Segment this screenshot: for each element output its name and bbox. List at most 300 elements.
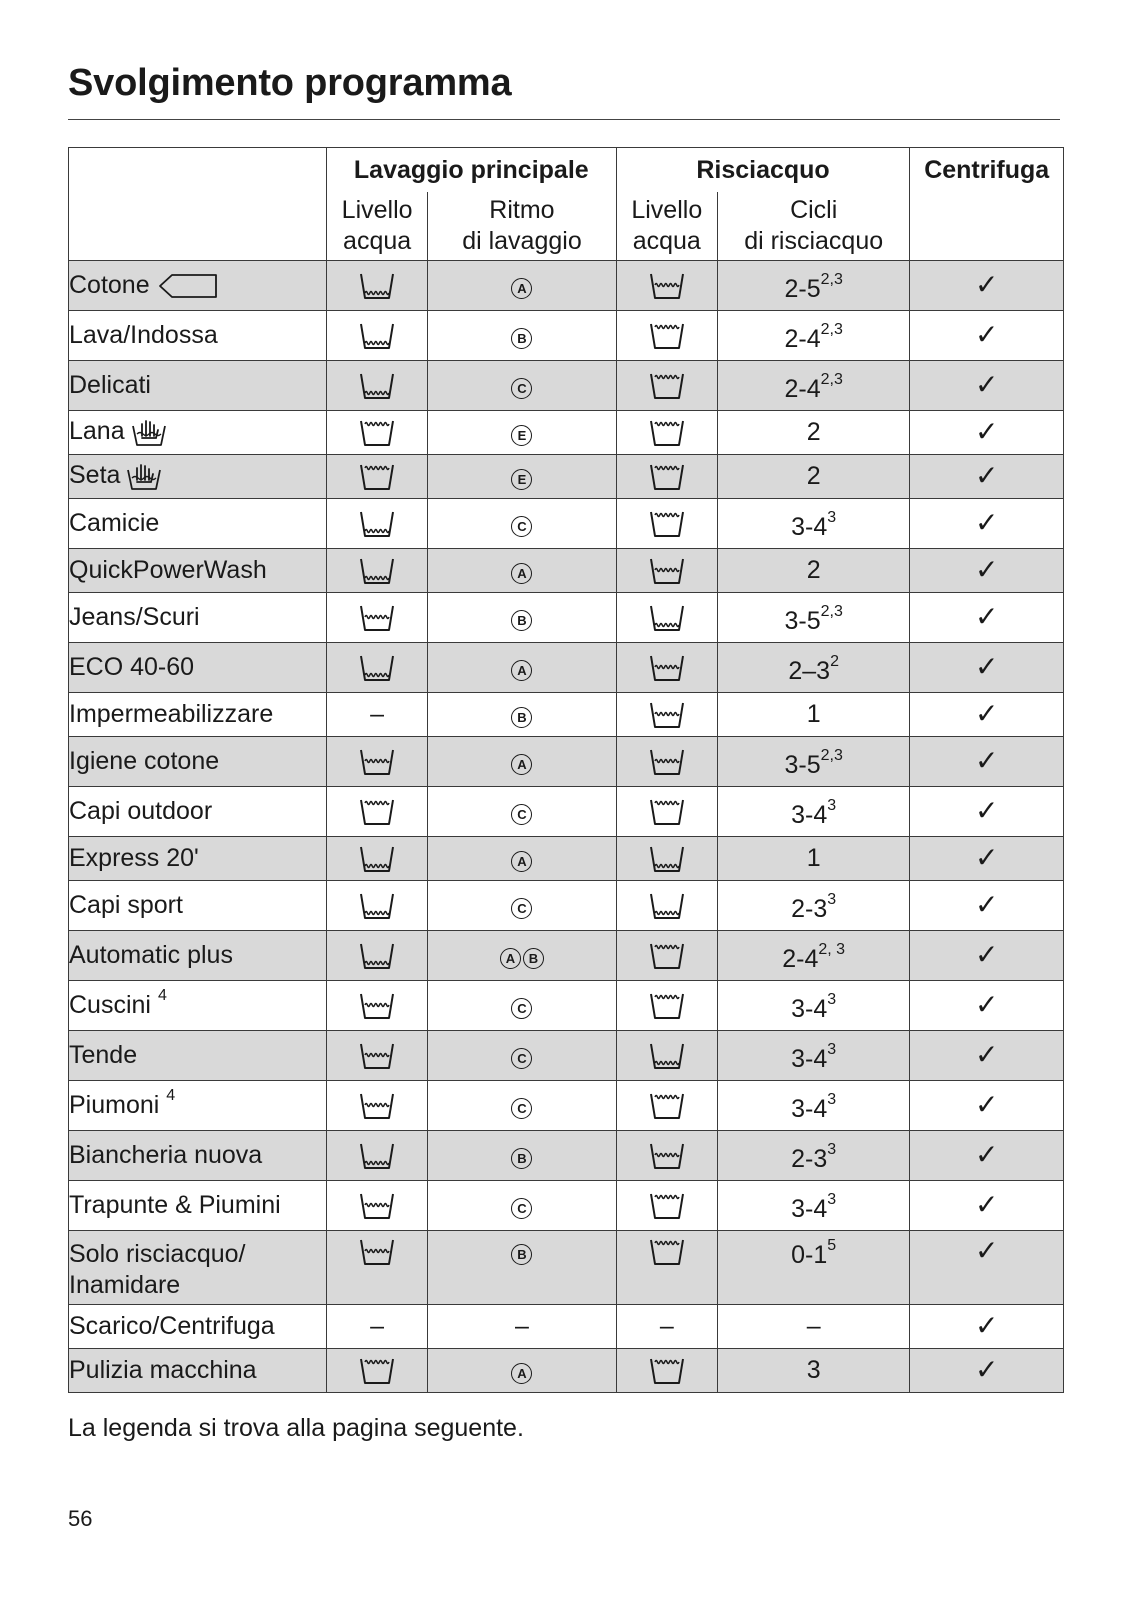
rinse-cycles: 2 — [806, 418, 821, 446]
rhythm-c-icon: C — [511, 1098, 532, 1119]
handwash-icon — [120, 461, 162, 489]
program-cell — [69, 981, 327, 1031]
cycles-cell — [717, 1349, 909, 1393]
rhythm-cell — [428, 693, 616, 737]
rinse-level-cell — [616, 549, 717, 593]
program-name: Camicie — [69, 509, 160, 537]
rhythm-cell — [428, 1305, 616, 1349]
rhythm-b-icon: B — [511, 610, 532, 631]
program-cell — [69, 1081, 327, 1131]
table-row — [69, 361, 1064, 411]
water-level-mid-icon — [359, 1090, 395, 1118]
water-level-mid-icon — [649, 555, 685, 583]
program-cell — [69, 1305, 327, 1349]
handwash-icon — [125, 417, 167, 445]
rinse-level-cell — [616, 837, 717, 881]
rhythm-c-icon: C — [511, 804, 532, 825]
rinse-level-cell — [616, 1181, 717, 1231]
program-name: Trapunte & Piumini — [69, 1191, 281, 1219]
water-level-mid-icon — [649, 1140, 685, 1168]
cotton-symbol-icon — [150, 271, 218, 299]
rinse-level-cell — [616, 737, 717, 787]
rinse-level-cell — [616, 1349, 717, 1393]
rhythm-cell — [428, 737, 616, 787]
cycles-footnote: 2,3 — [820, 320, 843, 338]
cycles-cell — [717, 1181, 909, 1231]
water-level-mid-icon — [359, 1190, 395, 1218]
checkmark-icon: ✓ — [974, 1188, 999, 1220]
rinse-cycles: – — [806, 1312, 821, 1340]
program-name: Igiene cotone — [69, 747, 220, 775]
rhythm-c-icon: C — [511, 378, 532, 399]
checkmark-icon: ✓ — [974, 415, 999, 447]
table-row — [69, 261, 1064, 311]
spin-cell — [910, 931, 1064, 981]
rinse-cycles: $3-4^3$ — [791, 508, 837, 541]
rhythm-e-icon: E — [511, 425, 532, 446]
program-name: Piumoni — [69, 1091, 160, 1119]
program-cell — [69, 1181, 327, 1231]
cycles-cell — [717, 931, 909, 981]
checkmark-icon: ✓ — [974, 1309, 999, 1341]
water-level-mid-icon — [359, 1237, 395, 1265]
table-row — [69, 787, 1064, 837]
rhythm-cell — [428, 311, 616, 361]
water-level-mid-icon — [649, 270, 685, 298]
rinse-level-cell — [616, 261, 717, 311]
rinse-cycles: $2-3^3$ — [791, 890, 837, 923]
rhythm-b-icon: B — [511, 328, 532, 349]
rinse-level-cell — [616, 499, 717, 549]
rinse-level-cell — [616, 931, 717, 981]
cycles-footnote: 3 — [827, 1090, 837, 1108]
rinse-cycles: $3-4^3$ — [791, 1040, 837, 1073]
rinse-level-cell — [616, 1231, 717, 1305]
water-level-low-icon — [359, 890, 395, 918]
rinse-level-cell — [616, 981, 717, 1031]
water-level-mid-icon — [359, 746, 395, 774]
rinse-cycles: $2-3^3$ — [791, 1140, 837, 1173]
spin-cell — [910, 693, 1064, 737]
table-row — [69, 1305, 1064, 1349]
checkmark-icon: ✓ — [974, 988, 999, 1020]
cycles-cell — [717, 693, 909, 737]
program-name: Express 20' — [69, 844, 199, 872]
water-level-high-icon — [649, 417, 685, 445]
cycles-cell — [717, 455, 909, 499]
spin-cell — [910, 981, 1064, 1031]
checkmark-icon: ✓ — [974, 506, 999, 538]
wash-level-cell — [326, 787, 427, 837]
water-level-low-icon — [649, 602, 685, 630]
table-row — [69, 593, 1064, 643]
subheader-rinse-cycles: Cicli di risciacquo — [717, 192, 909, 261]
rhythm-cell — [428, 261, 616, 311]
spin-cell — [910, 1181, 1064, 1231]
spin-cell — [910, 737, 1064, 787]
table-row — [69, 1231, 1064, 1305]
program-name: Capi sport — [69, 891, 183, 919]
checkmark-icon: ✓ — [974, 744, 999, 776]
program-name: Pulizia macchina — [69, 1356, 257, 1384]
checkmark-icon: ✓ — [974, 888, 999, 920]
program-cell — [69, 455, 327, 499]
dash: – — [515, 1312, 529, 1340]
rinse-cycles: $3-4^3$ — [791, 796, 837, 829]
program-cell — [69, 1231, 327, 1305]
rhythm-c-icon: C — [511, 516, 532, 537]
rhythm-cell — [428, 981, 616, 1031]
spin-cell — [910, 1081, 1064, 1131]
program-cell — [69, 787, 327, 837]
rhythm-cell — [428, 837, 616, 881]
checkmark-icon: ✓ — [974, 1353, 999, 1385]
program-name: Lava/Indossa — [69, 321, 218, 349]
rhythm-cell — [428, 881, 616, 931]
program-cell — [69, 311, 327, 361]
rhythm-cell — [428, 1031, 616, 1081]
water-level-mid-icon — [359, 1040, 395, 1068]
program-cell — [69, 1031, 327, 1081]
water-level-high-icon — [649, 370, 685, 398]
water-level-high-icon — [359, 796, 395, 824]
rhythm-a-icon: A — [511, 851, 532, 872]
rhythm-c-icon: C — [511, 1198, 532, 1219]
wash-level-cell — [326, 837, 427, 881]
table-row — [69, 1031, 1064, 1081]
water-level-low-icon — [359, 1140, 395, 1168]
program-footnote: 4 — [166, 1086, 176, 1104]
rhythm-b-icon: B — [523, 948, 544, 969]
rhythm-cell — [428, 643, 616, 693]
water-level-mid-icon — [649, 699, 685, 727]
cycles-footnote: 3 — [827, 1190, 837, 1208]
cycles-cell — [717, 361, 909, 411]
program-cell — [69, 261, 327, 311]
cycles-cell — [717, 1131, 909, 1181]
header-main-wash: Lavaggio principale — [326, 148, 616, 193]
water-level-high-icon — [649, 1190, 685, 1218]
cycles-cell — [717, 981, 909, 1031]
program-cell — [69, 737, 327, 787]
cycles-cell — [717, 1231, 909, 1305]
program-name: Biancheria nuova — [69, 1141, 263, 1169]
rinse-cycles: 2 — [806, 462, 821, 490]
wash-level-cell — [326, 981, 427, 1031]
wash-level-cell — [326, 881, 427, 931]
wash-level-cell — [326, 643, 427, 693]
wash-level-cell — [326, 931, 427, 981]
cycles-footnote: 3 — [827, 508, 837, 526]
rhythm-c-icon: C — [511, 898, 532, 919]
wash-level-cell — [326, 1231, 427, 1305]
cycles-cell — [717, 261, 909, 311]
checkmark-icon: ✓ — [974, 1138, 999, 1170]
rinse-level-cell — [616, 1131, 717, 1181]
wash-level-cell — [326, 1349, 427, 1393]
rinse-level-cell — [616, 593, 717, 643]
water-level-high-icon — [649, 796, 685, 824]
rhythm-cell — [428, 1181, 616, 1231]
rhythm-cell — [428, 593, 616, 643]
water-level-high-icon — [649, 461, 685, 489]
water-level-low-icon — [649, 1040, 685, 1068]
rinse-level-cell — [616, 1031, 717, 1081]
wash-level-cell — [326, 499, 427, 549]
table-body — [69, 261, 1064, 1393]
program-name: ECO 40-60 — [69, 653, 195, 681]
checkmark-icon: ✓ — [974, 1088, 999, 1120]
rhythm-b-icon: B — [511, 707, 532, 728]
cycles-footnote: 2,3 — [820, 270, 843, 288]
table-row — [69, 499, 1064, 549]
program-name: QuickPowerWash — [69, 556, 267, 584]
checkmark-icon: ✓ — [974, 697, 999, 729]
spin-cell — [910, 499, 1064, 549]
cycles-cell — [717, 1305, 909, 1349]
checkmark-icon: ✓ — [974, 318, 999, 350]
rhythm-e-icon: E — [511, 469, 532, 490]
water-level-high-icon — [359, 1355, 395, 1383]
water-level-low-icon — [649, 890, 685, 918]
rinse-cycles: 2-4$^{2, 3}$ — [782, 940, 846, 973]
rhythm-a-icon: A — [511, 660, 532, 681]
spin-cell — [910, 787, 1064, 837]
checkmark-icon: ✓ — [974, 841, 999, 873]
rhythm-cell — [428, 1349, 616, 1393]
wash-level-cell — [326, 1031, 427, 1081]
water-level-low-icon — [359, 270, 395, 298]
rinse-level-cell — [616, 787, 717, 837]
page-number: 56 — [68, 1506, 93, 1531]
program-name: Solo risciacquo/ Inamidare — [69, 1240, 246, 1299]
page-title: Svolgimento programma — [68, 62, 512, 104]
program-name: Tende — [69, 1041, 138, 1069]
water-level-low-icon — [359, 508, 395, 536]
cycles-cell — [717, 787, 909, 837]
wash-level-cell — [326, 261, 427, 311]
spin-cell — [910, 1305, 1064, 1349]
table-row — [69, 1131, 1064, 1181]
table-row — [69, 931, 1064, 981]
wash-level-cell — [326, 593, 427, 643]
rinse-level-cell — [616, 361, 717, 411]
cycles-footnote: 2,3 — [820, 602, 843, 620]
rinse-cycles: $3-4^3$ — [791, 1090, 837, 1123]
spin-cell — [910, 261, 1064, 311]
water-level-high-icon — [649, 940, 685, 968]
cycles-footnote: 3 — [827, 890, 837, 908]
checkmark-icon: ✓ — [974, 1235, 999, 1266]
cycles-footnote: 5 — [827, 1236, 837, 1254]
program-cell — [69, 593, 327, 643]
rhythm-a-icon: A — [511, 278, 532, 299]
water-level-low-icon — [359, 652, 395, 680]
table-header-row — [69, 148, 1064, 193]
rinse-level-cell — [616, 311, 717, 361]
program-cell — [69, 1349, 327, 1393]
table-row — [69, 455, 1064, 499]
wash-level-cell — [326, 361, 427, 411]
rhythm-cell — [428, 455, 616, 499]
rhythm-b-icon: B — [511, 1244, 532, 1265]
table-row — [69, 643, 1064, 693]
rinse-level-cell — [616, 881, 717, 931]
water-level-mid-icon — [359, 602, 395, 630]
dash: – — [370, 1312, 385, 1340]
program-name: Cotone — [69, 270, 150, 299]
table-row — [69, 981, 1064, 1031]
cycles-cell — [717, 411, 909, 455]
checkmark-icon: ✓ — [974, 938, 999, 970]
rinse-cycles: $2-3^2$ — [788, 652, 839, 685]
rhythm-cell — [428, 787, 616, 837]
cycles-footnote: 2,3 — [820, 746, 843, 764]
program-cell — [69, 361, 327, 411]
checkmark-icon: ✓ — [974, 1038, 999, 1070]
spin-cell — [910, 1231, 1064, 1305]
table-row — [69, 737, 1064, 787]
checkmark-icon: ✓ — [974, 459, 999, 491]
cycles-footnote: 3 — [827, 1040, 837, 1058]
cycles-cell — [717, 499, 909, 549]
program-table — [68, 147, 1064, 1393]
program-name: Seta — [69, 461, 121, 490]
wash-level-cell — [326, 693, 427, 737]
program-footnote: 4 — [157, 986, 167, 1004]
table-row — [69, 1181, 1064, 1231]
dash: – — [659, 1312, 674, 1340]
table-row — [69, 411, 1064, 455]
rinse-cycles: $3-4^3$ — [791, 1190, 837, 1223]
title-divider — [68, 119, 1060, 120]
header-spin: Centrifuga — [910, 148, 1064, 261]
program-name: Scarico/Centrifuga — [69, 1312, 275, 1340]
rinse-level-cell — [616, 455, 717, 499]
rhythm-a-icon: A — [511, 754, 532, 775]
rinse-cycles: $3-4^3$ — [791, 990, 837, 1023]
rinse-level-cell — [616, 1305, 717, 1349]
water-level-low-icon — [359, 555, 395, 583]
rinse-cycles: 2 — [806, 556, 821, 584]
dash: – — [370, 700, 385, 728]
cycles-cell — [717, 1031, 909, 1081]
wash-level-cell — [326, 411, 427, 455]
program-name: Cuscini — [69, 991, 151, 1019]
rhythm-a-icon: A — [500, 948, 521, 969]
cycles-footnote: 3 — [827, 990, 837, 1008]
program-name: Lana — [69, 417, 125, 446]
program-cell — [69, 411, 327, 455]
cycles-footnote: 2,3 — [820, 370, 843, 388]
rhythm-cell — [428, 1231, 616, 1305]
wash-level-cell — [326, 549, 427, 593]
water-level-high-icon — [649, 508, 685, 536]
water-level-low-icon — [359, 843, 395, 871]
spin-cell — [910, 1349, 1064, 1393]
rinse-cycles: 1 — [806, 844, 821, 872]
program-cell — [69, 643, 327, 693]
wash-level-cell — [326, 455, 427, 499]
subheader-water-level: Livello acqua — [326, 192, 427, 261]
rinse-level-cell — [616, 1081, 717, 1131]
cycles-cell — [717, 593, 909, 643]
rhythm-b-icon: B — [511, 1148, 532, 1169]
water-level-mid-icon — [359, 990, 395, 1018]
rhythm-cell — [428, 411, 616, 455]
spin-cell — [910, 881, 1064, 931]
spin-cell — [910, 1031, 1064, 1081]
water-level-mid-icon — [649, 746, 685, 774]
water-level-high-icon — [649, 320, 685, 348]
table-row — [69, 1349, 1064, 1393]
rinse-level-cell — [616, 643, 717, 693]
program-name: Capi outdoor — [69, 797, 213, 825]
checkmark-icon: ✓ — [974, 650, 999, 682]
water-level-high-icon — [649, 1237, 685, 1265]
wash-level-cell — [326, 1081, 427, 1131]
table-row — [69, 549, 1064, 593]
checkmark-icon: ✓ — [974, 268, 999, 300]
spin-cell — [910, 455, 1064, 499]
rinse-cycles: 1 — [806, 700, 821, 728]
water-level-high-icon — [649, 1090, 685, 1118]
rhythm-a-icon: A — [511, 563, 532, 584]
rinse-cycles: 3-5$^{2,3}$ — [784, 602, 843, 635]
cycles-cell — [717, 737, 909, 787]
program-cell — [69, 499, 327, 549]
spin-cell — [910, 361, 1064, 411]
cycles-cell — [717, 837, 909, 881]
cycles-cell — [717, 311, 909, 361]
program-cell — [69, 1131, 327, 1181]
rhythm-cell — [428, 1131, 616, 1181]
water-level-high-icon — [649, 1355, 685, 1383]
wash-level-cell — [326, 1305, 427, 1349]
rhythm-cell — [428, 549, 616, 593]
rinse-level-cell — [616, 693, 717, 737]
cycles-cell — [717, 881, 909, 931]
cycles-footnote: 3 — [827, 796, 837, 814]
program-cell — [69, 881, 327, 931]
spin-cell — [910, 643, 1064, 693]
program-name: Delicati — [69, 371, 151, 399]
rinse-cycles: $0-1^5$ — [791, 1236, 837, 1269]
rinse-level-cell — [616, 411, 717, 455]
cycles-cell — [717, 549, 909, 593]
rinse-cycles: 2-4$^{2,3}$ — [784, 320, 843, 353]
water-level-low-icon — [359, 940, 395, 968]
wash-level-cell — [326, 1181, 427, 1231]
cycles-footnote: 2 — [830, 652, 839, 670]
subheader-wash-rhythm: Ritmo di lavaggio — [428, 192, 616, 261]
table-row — [69, 693, 1064, 737]
water-level-high-icon — [359, 417, 395, 445]
rinse-cycles: 3 — [806, 1356, 821, 1384]
header-empty-cell — [69, 148, 327, 261]
rhythm-cell — [428, 1081, 616, 1131]
table-row — [69, 311, 1064, 361]
rhythm-cell — [428, 931, 616, 981]
cycles-footnote: 2, 3 — [818, 940, 846, 958]
rinse-cycles: 3-5$^{2,3}$ — [784, 746, 843, 779]
cycles-cell — [717, 1081, 909, 1131]
wash-level-cell — [326, 737, 427, 787]
spin-cell — [910, 1131, 1064, 1181]
rhythm-c-icon: C — [511, 998, 532, 1019]
legend-note: La legenda si trova alla pagina seguente. — [68, 1414, 524, 1442]
program-name: Automatic plus — [69, 941, 233, 969]
